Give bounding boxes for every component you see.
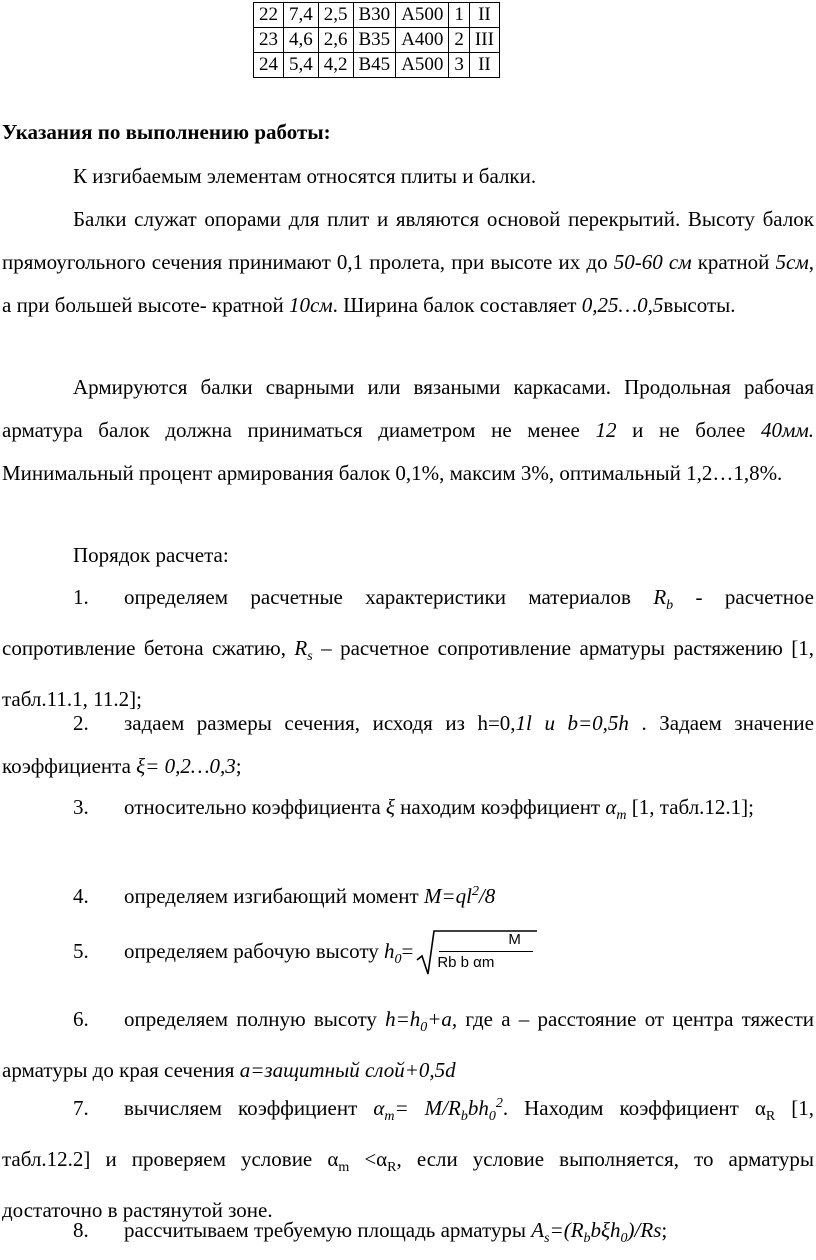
formula: a=защитный слой+0,5d (239, 1058, 456, 1082)
text: кратной (691, 250, 776, 274)
step-number: 6. (73, 1007, 89, 1031)
table-cell: 5,4 (284, 53, 319, 78)
step-2 (2, 702, 814, 788)
step-3 (2, 786, 814, 837)
formula: ξ= 0,2…0,3 (136, 754, 236, 778)
fraction (437, 930, 535, 973)
formula: M=ql (423, 884, 472, 908)
step-number: 2. (73, 711, 89, 735)
formula: )/Rs (627, 1218, 662, 1242)
sqrt-formula (415, 928, 537, 978)
text: , если условие выполняется, то арматуры достаточно в растянутой зоне. (2, 1147, 814, 1222)
table-cell: 2,6 (318, 28, 353, 53)
paragraph-intro (2, 155, 814, 198)
formula-subscript: m (384, 1109, 395, 1124)
step-8 (2, 1209, 814, 1260)
text: - расчетное сопротивление бетона сжатию, (2, 585, 815, 660)
table-cell: 4,6 (284, 28, 319, 53)
text-italic: 40мм. (760, 418, 815, 442)
table-row (254, 28, 500, 53)
text: [1, табл.12.1]; (626, 795, 754, 819)
text: и не более (616, 418, 761, 442)
formula: bh (467, 1096, 489, 1120)
table-cell: III (469, 28, 499, 53)
formula-superscript: 2 (471, 884, 479, 899)
formula-subscript: s (307, 649, 313, 664)
formula: 1l и b=0,5h (515, 711, 629, 735)
table-cell: 3 (449, 53, 470, 78)
formula-subscript: b (666, 598, 674, 613)
table-cell: 7,4 (284, 3, 319, 28)
fraction-numerator: M (508, 931, 521, 948)
formula-subscript: 0 (420, 1020, 428, 1035)
table-cell: A500 (396, 3, 449, 28)
formula-subscript: m (338, 1160, 350, 1175)
paragraph-procedure (2, 534, 814, 577)
table-cell: 2 (449, 28, 470, 53)
formula: A (531, 1218, 545, 1242)
formula: ξ (385, 795, 395, 819)
text: находим коэффициент (394, 795, 606, 819)
text: Минимальный процент армирования балок 0,1%, максим 3%, оптимальный 1,2…1,8%. (2, 461, 783, 485)
table-cell: II (469, 53, 499, 78)
fraction-denominator: Rb b αm (437, 954, 495, 971)
step-number: 1. (73, 585, 89, 609)
text: . Ширина балок составляет (332, 293, 582, 317)
text: вычисляем коэффициент (124, 1096, 374, 1120)
text: рассчитываем требуемую площадь арматуры (124, 1218, 532, 1242)
formula: = (401, 938, 414, 963)
text: относительно коэффициента (124, 795, 386, 819)
text: . Задаем значение коэффициента (2, 711, 814, 778)
step-number: 8. (73, 1218, 89, 1242)
table-cell: II (469, 3, 499, 28)
text: высоты. (663, 293, 736, 317)
text: <α (349, 1147, 388, 1171)
text: определяем полную высоту (124, 1007, 386, 1031)
text-italic: 10см (288, 293, 333, 317)
step-number: 5. (73, 938, 89, 963)
table-cell: B45 (353, 53, 396, 78)
table-row (254, 3, 500, 28)
step-6 (2, 998, 814, 1092)
text: задаем размеры сечения, исходя из h=0, (124, 711, 516, 735)
text-italic: 0,25…0,5 (581, 293, 664, 317)
table-cell: 24 (254, 53, 284, 78)
text: [1, табл.12.2] и проверяем условие α (2, 1096, 814, 1171)
text: К изгибаемым элементам относятся плиты и балки. (73, 164, 537, 188)
formula-subscript: b (583, 1231, 591, 1246)
text: ; (661, 1218, 668, 1242)
text-italic: 12 (595, 418, 617, 442)
text: определяем рабочую высоту (124, 938, 384, 963)
text: ; (235, 754, 242, 778)
formula-subscript: 0 (620, 1231, 628, 1246)
formula: α (373, 1096, 385, 1120)
step-number: 3. (73, 795, 89, 819)
formula: = M/R (394, 1096, 461, 1120)
formula: α (605, 795, 617, 819)
text: – расчетное сопротивление арматуры растяжению [1, табл.11.1, 11.2]; (2, 636, 814, 711)
formula: R (653, 585, 667, 609)
formula: +a, (427, 1007, 458, 1031)
formula-subscript: m (616, 808, 627, 823)
text: где а – расстояние от центра тяжести арматуры до края сечения (2, 1007, 814, 1082)
text: определяем изгибающий момент (124, 884, 424, 908)
step-5 (2, 928, 814, 981)
text: определяем расчетные характеристики материалов (124, 585, 654, 609)
formula: h (383, 938, 395, 963)
text-italic: 50-60 см (613, 250, 692, 274)
parameters-table (253, 2, 500, 78)
paragraph-beams (2, 198, 814, 327)
text: Балки служат опорами для плит и являются основой перекрытий. Высоту балок прямоугольного сечения принимают 0,1 пролета, при высоте их до (2, 207, 814, 274)
formula-subscript: 0 (488, 1109, 496, 1124)
fraction-bar (439, 951, 533, 952)
text: Порядок расчета: (73, 543, 229, 567)
step-1 (2, 576, 814, 721)
formula: h=h (385, 1007, 421, 1031)
formula-subscript: b (460, 1109, 468, 1124)
table-cell: 1 (449, 3, 470, 28)
step-4 (2, 870, 814, 918)
table-cell: B35 (353, 28, 396, 53)
text-italic: 5см (775, 250, 809, 274)
text: Армируются балки сварными или вязаными каркасами. Продольная рабочая арматура балок должна приниматься диаметром не менее (2, 375, 814, 442)
table-cell: A400 (396, 28, 449, 53)
formula-superscript: 2 (495, 1096, 503, 1111)
formula: R (294, 636, 308, 660)
table-cell: 23 (254, 28, 284, 53)
text: . Находим коэффициент α (502, 1096, 766, 1120)
formula-subscript: R (765, 1109, 776, 1124)
formula-subscript: 0 (394, 951, 402, 967)
formula-subscript: s (544, 1231, 550, 1246)
table-cell: B30 (353, 3, 396, 28)
table-cell: 2,5 (318, 3, 353, 28)
step-number: 7. (73, 1096, 89, 1120)
text: , а при большей высоте- кратной (2, 250, 814, 317)
table-cell: A500 (396, 53, 449, 78)
table-cell: 4,2 (318, 53, 353, 78)
formula: bξh (590, 1218, 621, 1242)
table-cell: 22 (254, 3, 284, 28)
section-heading: Указания по выполнению работы: (2, 120, 331, 144)
paragraph-reinforcement (2, 366, 814, 495)
formula-subscript: R (387, 1160, 397, 1175)
table-row (254, 53, 500, 78)
formula: =(R (549, 1218, 584, 1242)
step-number: 4. (73, 884, 89, 908)
formula: /8 (478, 884, 496, 908)
